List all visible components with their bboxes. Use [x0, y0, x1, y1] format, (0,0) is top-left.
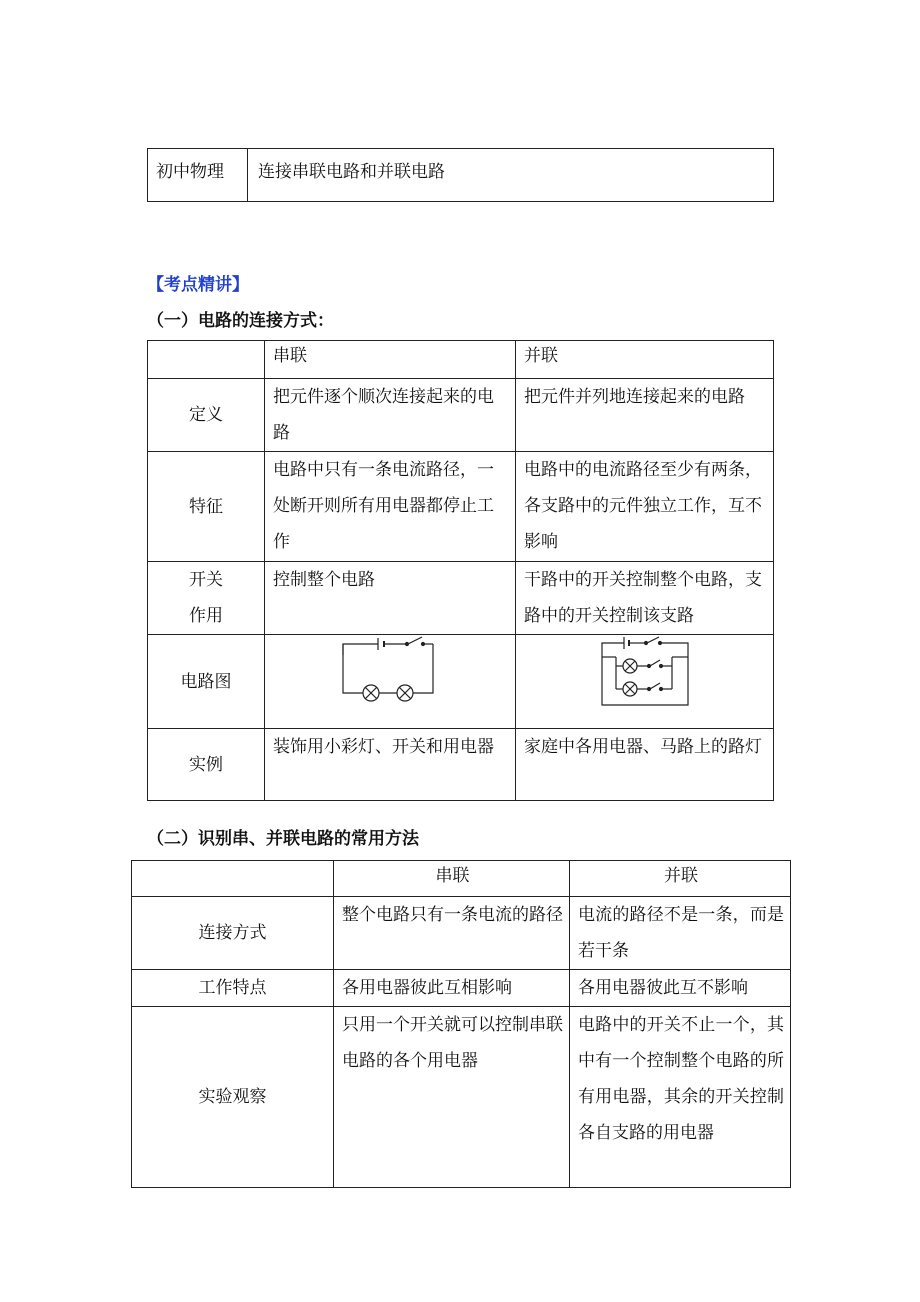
topic-cell: 连接串联电路和并联电路	[248, 149, 774, 202]
subject-cell: 初中物理	[148, 149, 248, 202]
series-circuit-svg	[265, 635, 516, 715]
series-example: 装饰用小彩灯、开关和用电器	[265, 729, 516, 801]
connection-methods-table	[147, 340, 774, 801]
parallel-switch-role: 干路中的开关控制整个电路，支路中的开关控制该支路	[516, 562, 774, 635]
col-header-parallel: 并联	[516, 341, 774, 379]
table-row	[132, 1007, 791, 1188]
parallel-circuit-diagram	[516, 635, 774, 729]
table-row	[148, 341, 774, 379]
series-definition: 把元件逐个顺次连接起来的电路	[265, 379, 516, 452]
switch-blade	[408, 637, 422, 644]
series-connection: 整个电路只有一条电流的路径	[334, 897, 570, 970]
table-row	[148, 562, 774, 635]
table-row	[148, 729, 774, 801]
row-label-example: 实例	[148, 729, 265, 801]
series-working: 各用电器彼此互相影响	[334, 970, 570, 1007]
parallel-definition: 把元件并列地连接起来的电路	[516, 379, 774, 452]
parallel-working: 各用电器彼此互不影响	[570, 970, 791, 1007]
table-row	[132, 861, 791, 897]
row-label-circuit-diagram: 电路图	[148, 635, 265, 729]
row-label-switch-role	[148, 562, 265, 635]
table-row	[132, 970, 791, 1007]
part1-heading: （一）电路的连接方式：	[147, 311, 334, 331]
header-table	[147, 148, 774, 202]
col-header-series: 串联	[334, 861, 570, 897]
row-label-experiment: 实验观察	[132, 1007, 334, 1188]
parallel-experiment: 电路中的开关不止一个，其中有一个控制整个电路的所有用电器，其余的开关控制各自支路的用电器	[570, 1007, 791, 1188]
row-label-connection: 连接方式	[132, 897, 334, 970]
empty-corner-cell	[148, 341, 265, 379]
identification-methods-table	[131, 860, 791, 1188]
table-row	[148, 379, 774, 452]
series-feature: 电路中只有一条电流路径，一处断开则所有用电器都停止工作	[265, 452, 516, 562]
parallel-circuit-svg	[516, 635, 774, 715]
col-header-parallel: 并联	[570, 861, 791, 897]
row-label-definition: 定义	[148, 379, 265, 452]
series-switch-role: 控制整个电路	[265, 562, 516, 635]
col-header-series: 串联	[265, 341, 516, 379]
section-label: 【考点精讲】	[147, 275, 249, 295]
row-label-feature: 特征	[148, 452, 265, 562]
parallel-feature: 电路中的电流路径至少有两条，各支路中的元件独立工作，互不影响	[516, 452, 774, 562]
parallel-example: 家庭中各用电器、马路上的路灯	[516, 729, 774, 801]
parallel-connection: 电流的路径不是一条，而是若干条	[570, 897, 791, 970]
row-label-switch-line2: 作用	[189, 606, 223, 626]
row-label-switch-line1: 开关	[189, 570, 223, 590]
series-circuit-diagram	[265, 635, 516, 729]
empty-corner-cell	[132, 861, 334, 897]
part2-heading: （二）识别串、并联电路的常用方法	[147, 829, 419, 849]
table-row	[132, 897, 791, 970]
series-experiment: 只用一个开关就可以控制串联电路的各个用电器	[334, 1007, 570, 1188]
row-label-working: 工作特点	[132, 970, 334, 1007]
table-row	[148, 452, 774, 562]
table-row	[148, 635, 774, 729]
